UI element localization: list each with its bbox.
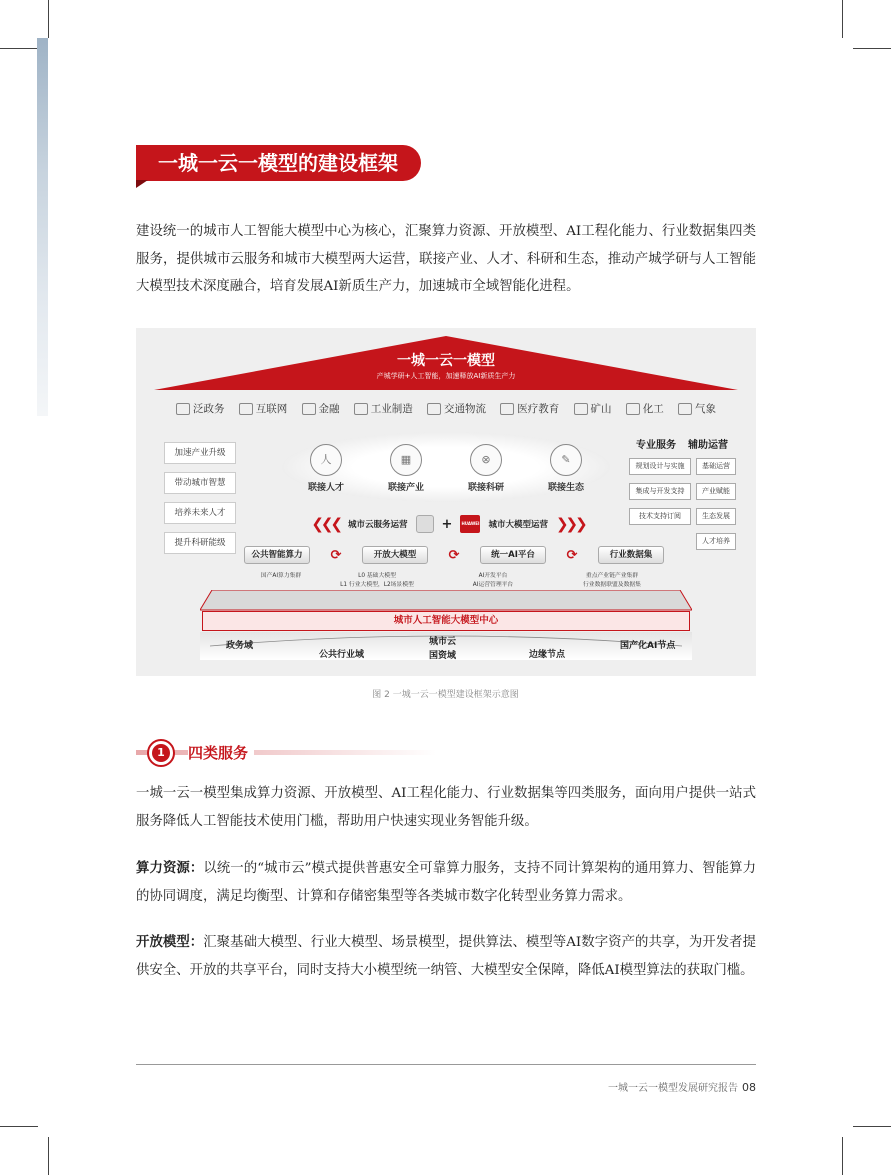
- industry-row: [176, 401, 716, 416]
- service-compute: 公共智能算力: [244, 546, 310, 564]
- industry-item: 化工: [626, 401, 664, 416]
- weather-icon: [678, 403, 692, 415]
- service-desc-dataset: 重点产业链产业集群 行业数据联盟及数据集: [583, 573, 641, 588]
- pro-service-item: 集成与开发支持: [629, 483, 691, 500]
- plus-sign: +: [441, 516, 453, 532]
- footer-title: 一城一云一模型发展研究报告: [608, 1083, 738, 1094]
- medical-icon: [500, 403, 514, 415]
- figure-subtitle: 产城学研+人工智能，加速释放AI新质生产力: [376, 372, 516, 380]
- crop-mark: [853, 1126, 891, 1127]
- operations-row: [298, 515, 598, 533]
- service-desc-compute: 国产AI算力集群: [260, 573, 302, 579]
- research-icon: ⊗: [470, 444, 502, 476]
- center-label: 城市人工智能大模型中心: [202, 611, 690, 631]
- crop-mark: [853, 48, 891, 49]
- right-headers: [636, 436, 740, 451]
- pro-service-list: [629, 458, 691, 533]
- domain-public: 公共行业域: [319, 650, 365, 660]
- connect-item: ✎ 联接生态: [536, 444, 596, 493]
- cycle-icon: ⟳: [448, 547, 460, 563]
- connect-item: 人 联接人才: [296, 444, 356, 493]
- pro-service-item: 技术支持订阅: [629, 508, 691, 525]
- service-desc-platform: AI开发平台 AI运营管理平台: [472, 573, 514, 588]
- internet-icon: [239, 403, 253, 415]
- ecosystem-icon: ✎: [550, 444, 582, 476]
- cycle-icon: ⟳: [566, 547, 578, 563]
- industry-item: 气象: [678, 401, 716, 416]
- people-icon: 人: [310, 444, 342, 476]
- crop-mark: [842, 0, 843, 38]
- domain-gov: 政务域: [226, 641, 254, 651]
- service-platform: 统一AI平台: [480, 546, 546, 564]
- crop-mark: [842, 1137, 843, 1175]
- page-number: 08: [742, 1081, 756, 1094]
- server-icon: [416, 515, 434, 533]
- chevron-right-icon: ❯❯❯: [555, 515, 585, 533]
- goal-item: 提升科研能级: [164, 532, 236, 554]
- cloud-ops-label: 城市云服务运营: [348, 520, 408, 530]
- crop-mark: [0, 1126, 38, 1127]
- huawei-logo: HUAWEI: [460, 515, 480, 533]
- service-desc-model: L0 基础大模型 L1 行业大模型，L2场景模型: [340, 573, 414, 588]
- compute-paragraph: 算力资源：以统一的“城市云”模式提供普惠安全可靠算力服务，支持不同计算架构的通用算力、智能算力的协同调度，满足均衡型、计算和存储密集型等各类城市数字化转型业务算力需求。: [136, 861, 756, 904]
- cycle-icon: ⟳: [330, 547, 342, 563]
- intro-paragraph: 建设统一的城市人工智能大模型中心为核心，汇聚算力资源、开放模型、AI工程化能力、行业数据集四类服务，提供城市云服务和城市大模型两大运营，联接产业、人才、科研和生态，推动产城学研与人工智能大模型技术深度融合，培育发展AI新质生产力，加速城市全域智能化进程。: [136, 224, 756, 294]
- figure-caption: 图 2 一城一云一模型建设框架示意图: [372, 690, 519, 700]
- section-title: 一城一云一模型的建设框架: [136, 145, 421, 181]
- crop-mark: [48, 1137, 49, 1175]
- mine-icon: [574, 403, 588, 415]
- industry-item: 泛政务: [176, 401, 225, 416]
- connect-item: ▦ 联接产业: [376, 444, 436, 493]
- industry-icon: ▦: [390, 444, 422, 476]
- government-icon: [176, 403, 190, 415]
- domain-ai-node: 国产化AI节点: [620, 641, 676, 651]
- domain-cloud: 城市云: [429, 637, 457, 647]
- aux-ops-item: 人才培养: [696, 533, 736, 550]
- chemical-icon: [626, 403, 640, 415]
- manufacturing-icon: [354, 403, 368, 415]
- aux-ops-head: 辅助运营: [688, 440, 728, 451]
- model-label: 开放模型：: [136, 935, 204, 950]
- title-tail: [136, 180, 148, 188]
- framework-figure: [136, 328, 756, 676]
- goal-list: [164, 442, 240, 562]
- aux-ops-item: 产业赋能: [696, 483, 736, 500]
- subheading-number: 1: [147, 739, 175, 767]
- chevron-left-icon: ❮❮❮: [311, 515, 341, 533]
- finance-icon: [302, 403, 316, 415]
- logistics-icon: [427, 403, 441, 415]
- crop-mark: [48, 0, 49, 38]
- industry-item: 矿山: [574, 401, 612, 416]
- figure-title: 一城一云一模型: [397, 353, 495, 369]
- side-decoration: [37, 38, 48, 416]
- service-dataset: 行业数据集: [598, 546, 664, 564]
- model-paragraph: 开放模型：汇聚基础大模型、行业大模型、场景模型，提供算法、模型等AI数字资产的共享，为开发者提供安全、开放的共享平台，同时支持大小模型统一纳管、大模型安全保障，降低AI模型算法的获取门槛。: [136, 935, 756, 978]
- footer-rule: [136, 1064, 756, 1065]
- goal-item: 带动城市智慧: [164, 472, 236, 494]
- industry-item: 工业制造: [354, 401, 413, 416]
- subheading-rule: [136, 750, 436, 755]
- crop-mark: [0, 48, 38, 49]
- pro-service-item: 规划设计与实施: [629, 458, 691, 475]
- goal-item: 加速产业升级: [164, 442, 236, 464]
- aux-ops-item: 生态发展: [696, 508, 736, 525]
- connect-row: [286, 444, 606, 493]
- model-ops-label: 城市大模型运营: [488, 520, 548, 530]
- industry-item: 金融: [302, 401, 340, 416]
- industry-item: 医疗教育: [500, 401, 559, 416]
- domain-edge: 边缘节点: [529, 650, 566, 660]
- pro-service-head: 专业服务: [636, 440, 676, 451]
- page-footer: [608, 1079, 756, 1094]
- goal-item: 培养未来人才: [164, 502, 236, 524]
- connect-item: ⊗ 联接科研: [456, 444, 516, 493]
- compute-label: 算力资源：: [136, 861, 204, 876]
- aux-ops-item: 基础运营: [696, 458, 736, 475]
- industry-item: 互联网: [239, 401, 288, 416]
- service-row: [244, 546, 664, 564]
- services-paragraph: 一城一云一模型集成算力资源、开放模型、AI工程化能力、行业数据集等四类服务，面向用户提供一站式服务降低人工智能技术使用门槛，帮助用户快速实现业务智能升级。: [136, 786, 756, 829]
- service-model: 开放大模型: [362, 546, 428, 564]
- subheading-title: 四类服务: [188, 742, 254, 763]
- industry-item: 交通物流: [427, 401, 486, 416]
- aux-ops-list: [696, 458, 736, 558]
- domain-state: 国资域: [429, 651, 457, 661]
